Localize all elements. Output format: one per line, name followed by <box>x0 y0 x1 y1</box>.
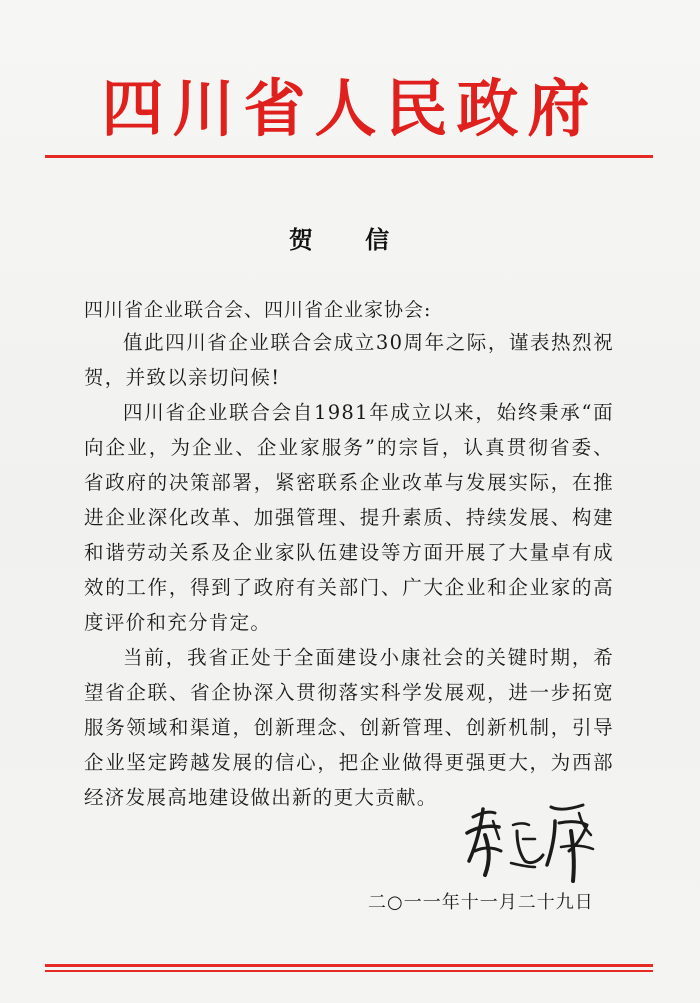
handwritten-signature <box>455 795 605 885</box>
letterhead-red-rule <box>45 155 653 158</box>
letter-paragraph: 当前，我省正处于全面建设小康社会的关键时期，希望省企联、省企协深入贯彻落实科学发展观，进一步拓宽服务领域和渠道，创新理念、创新管理、创新机制，引导企业坚定跨越发展的信心，把企业做得更强更大，为西部经济发展高地建设做出新的更大贡献。 <box>84 646 614 809</box>
footer-red-rule <box>45 964 653 967</box>
footer-red-rule-thin <box>45 970 653 972</box>
letter-paragraph: 四川省企业联合会自1981年成立以来，始终秉承“面向企业，为企业、企业家服务”的宗旨，认真贯彻省委、省政府的决策部署，紧密联系企业改革与发展实际，在推进企业深化改革、加强管理、提升素质、持续发展、构建和谐劳动关系及企业家队伍建设等方面开展了大量卓有成效的工作，得到了政府有关部门、广大企业和企业家的高度评价和充分肯定。 <box>84 401 614 634</box>
letter-heading: 贺 信 <box>288 226 412 254</box>
letter-paragraph: 值此四川省企业联合会成立30周年之际，谨表热烈祝贺，并致以亲切问候! <box>84 331 614 389</box>
letter-salutation: 四川省企业联合会、四川省企业家协会: <box>84 299 432 321</box>
letter-date: 二○一一年十一月二十九日 <box>368 892 594 913</box>
letter-body <box>84 325 614 815</box>
letterhead-title: 四川省人民政府 <box>101 72 599 145</box>
